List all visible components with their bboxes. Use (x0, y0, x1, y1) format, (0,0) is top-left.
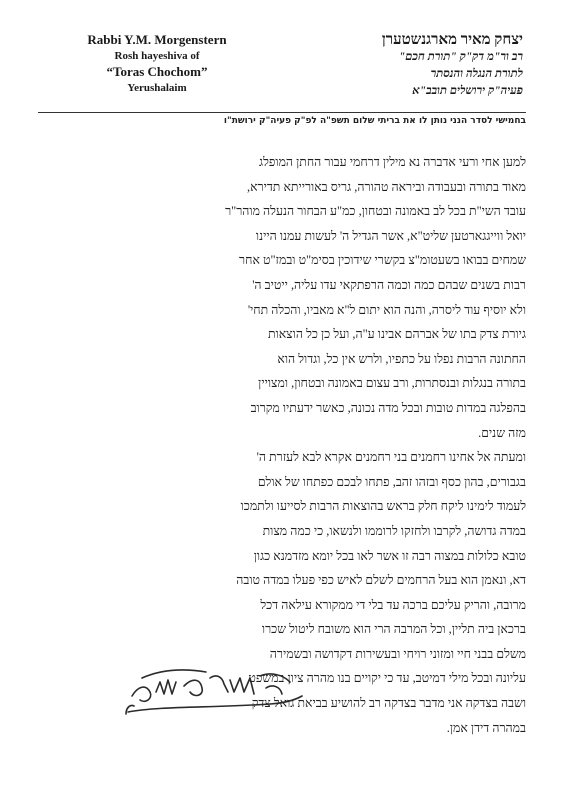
signature-scribble (120, 648, 310, 726)
body-line: עובד השי"ת בכל לב באמונה ובטחון, כמ"ע הבחור הנעלה מוהר"ר (225, 204, 526, 219)
body-line: במדה גדושה, לקרבו ולחזקו לרוממו ולנשאו, כי כמה מצות (262, 523, 526, 538)
institution-name-english: “Toras Chochom” (106, 64, 208, 79)
body-line: עליונה ובכל מילי דמיטב, עד כי יקויים בנו מהרה ציון במשפט (248, 671, 526, 686)
institution-subtitle-hebrew: לתורת הנגלה והנסתר (430, 68, 523, 80)
body-line: ושבה בצדקה אני מדבר בצדקה רב להושיע בביאת גואל צדק (251, 696, 526, 711)
body-line: רבות בשנים שבהם כמה וכמה הרפתקאי עדו עליה, ייטיב ה' (252, 277, 526, 292)
body-line: שמחים בבואו בשעטומ"צ בקשרי שידוכין בסימ"ט ובמז"ט אחר (239, 253, 526, 268)
body-line: בהפלגה במדות טובות ובכל מדה נכונה, כאשר ידעתיו מקרוב (250, 400, 526, 415)
body-line: דא, ונאמן הוא בעל הרחמים לשלם לאיש כפי פעלו במדה טובה (236, 573, 526, 588)
handwritten-signature (120, 648, 310, 726)
body-line: טובא כלולות במצוה רבה זו אשר לאו בכל יומא מזדמנא כגון (253, 548, 526, 563)
body-line: בגבורים, בהון כסף ובזהו זהב, פתחו לבכם כפתחו של אולם (257, 474, 526, 489)
body-line: ולא יוסיף עוד ליסרה, והנה הוא יתום ל"א מאביו, והכלה תחי' (247, 302, 526, 317)
body-line: משלם בבני חיי ומזוני רויחי ובעשירות דקדושה ובשמירה (269, 646, 526, 661)
body-line: החתונה הרבות נפלו על כתפיו, ולרש אין כל, וגדול הוא (277, 351, 526, 366)
rabbi-name-hebrew: יצחק מאיר מארגנשטערן (381, 32, 523, 48)
city-english: Yerushalaim (127, 82, 187, 94)
body-line: יואל ווייגגארטען שליט"א, אשר הגדיל ה' לעשות עמנו היינו (255, 228, 526, 243)
body-line: ומעתה אל אחינו רחמנים בני רחמנים אקרא לבא לעזרת ה' (256, 450, 526, 465)
body-line: למען אחי ורעי אדברה נא מילין דרחמי עבור החתן המופלג (259, 155, 526, 169)
letterhead (0, 0, 561, 120)
body-line: מאוד בתורה ובעבודה וביראה טהורה, גריס באורייתא תדירא, (246, 179, 526, 194)
rabbi-title-hebrew: רב ור"מ דק"ק "תורת חכם" (398, 51, 523, 63)
body-line: במהרה דידן אמן. (446, 720, 526, 735)
body-line: ברכאן ביה תליין, וכל המרבה הרי הוא משובח ליטול שכרו (261, 622, 526, 637)
body-line: מזה שנים. (478, 425, 526, 440)
body-line: גיורת צדק בתו של אברהם אבינו ע"ה, ועל כן כל הוצאות (268, 327, 526, 342)
body-line: בתורה בנגלות ובנסתרות, ורב עצום באמונה ובטחון, ומצויין (258, 376, 526, 391)
letterhead-hebrew (303, 32, 523, 100)
rabbi-title-english: Rosh hayeshiva of (114, 50, 200, 62)
rabbi-name-english: Rabbi Y.M. Morgenstern (87, 32, 227, 47)
header-divider (38, 112, 526, 113)
body-line: לעמוד לימינו ליקח חלק בראש בהוצאות הרבות לסייעו ולתמכו (240, 499, 526, 514)
city-hebrew: פעיה"ק ירושלים תובב"א (412, 85, 523, 97)
body-line: מרובה, והריק עליכם ברכה עד בלי די ממקורא עילאה דכל (260, 597, 526, 612)
letterhead-english (72, 32, 242, 96)
date-line: בחמישי לסדר הנני נותן לו את בריתי שלום תשפ"ה לפ"ק פעיה"ק ירושת"ו (223, 116, 526, 126)
